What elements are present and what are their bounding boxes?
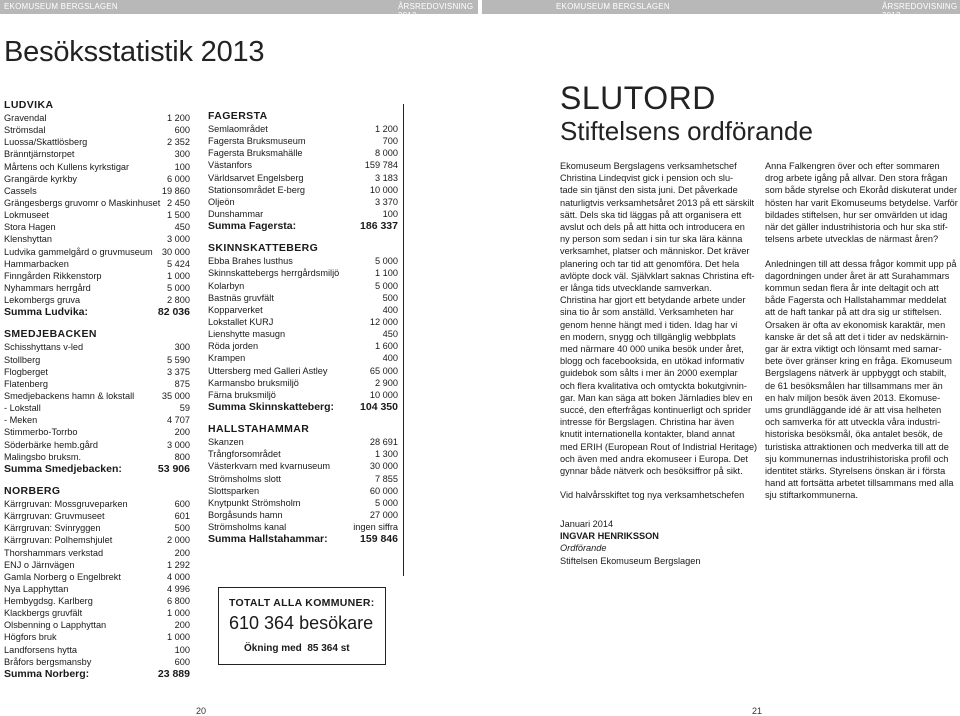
stat-value: 1 292 bbox=[167, 559, 190, 570]
stat-name: Krampen bbox=[208, 353, 246, 364]
stat-name: Knytpunkt Strömsholm bbox=[208, 497, 301, 508]
stat-row bbox=[4, 161, 190, 173]
sum-label: Summa Norberg: bbox=[4, 667, 90, 680]
stat-name: Luossa/Skattlösberg bbox=[4, 137, 88, 148]
stat-name: Borgåsunds hamn bbox=[208, 509, 283, 520]
stat-row bbox=[208, 123, 398, 135]
stat-row bbox=[4, 270, 190, 282]
stat-value: 1 200 bbox=[375, 124, 398, 134]
section-title: HALLSTAHAMMAR bbox=[208, 423, 310, 436]
stat-row bbox=[4, 112, 190, 124]
stat-name: Slottsparken bbox=[208, 485, 260, 496]
stat-name: ENJ o Järnvägen bbox=[4, 559, 75, 570]
stat-row bbox=[208, 147, 398, 159]
stat-value: 30 000 bbox=[369, 461, 398, 472]
stat-name: Flatenberg bbox=[4, 378, 48, 389]
stat-row bbox=[208, 509, 398, 521]
stat-row bbox=[208, 521, 398, 533]
stat-row bbox=[4, 510, 190, 522]
stat-row bbox=[4, 221, 190, 233]
stat-name: Kärrgruvan: Gruvmuseet bbox=[4, 511, 105, 522]
stat-name: Kärrgruvan: Mossgruveparken bbox=[4, 498, 128, 509]
column-divider-line bbox=[403, 104, 404, 576]
section-title: SMEDJEBACKEN bbox=[4, 328, 97, 341]
stat-row bbox=[4, 534, 190, 546]
stat-value: 100 bbox=[382, 208, 398, 219]
stat-row bbox=[4, 173, 190, 185]
stat-name: Röda jorden bbox=[208, 341, 259, 352]
stat-value: 159 784 bbox=[364, 160, 398, 171]
sum-value: 159 846 bbox=[360, 533, 398, 546]
stat-row bbox=[208, 280, 398, 292]
stat-row bbox=[4, 547, 190, 559]
stat-row bbox=[4, 595, 190, 607]
stat-name: Malingsbo bruksm. bbox=[4, 451, 82, 462]
stat-row bbox=[208, 196, 398, 208]
section-sum-row bbox=[4, 306, 190, 318]
header-left-org: EKOMUSEUM BERGSLAGEN bbox=[4, 2, 118, 11]
stat-value: 5 000 bbox=[375, 280, 398, 291]
stat-row bbox=[4, 185, 190, 197]
stat-value: 60 000 bbox=[369, 485, 398, 496]
stat-row bbox=[208, 172, 398, 184]
stat-row bbox=[4, 522, 190, 534]
stat-name: Stollberg bbox=[4, 354, 41, 365]
stat-value: 19 860 bbox=[161, 185, 190, 196]
stat-row bbox=[4, 644, 190, 656]
stat-row bbox=[208, 389, 398, 401]
stat-name: Mårtens och Kullens kyrkstigar bbox=[4, 161, 130, 172]
stat-row bbox=[208, 365, 398, 377]
stat-row bbox=[4, 282, 190, 294]
stat-name: Dunshammar bbox=[208, 208, 264, 219]
stat-value: ingen siffra bbox=[353, 522, 398, 533]
signature-role: Ordförande bbox=[560, 543, 607, 554]
stat-value: 300 bbox=[174, 149, 190, 160]
stat-row bbox=[4, 402, 190, 414]
stat-value: 300 bbox=[174, 342, 190, 353]
stat-name: Bränntjärnstorpet bbox=[4, 149, 75, 160]
section-sum-row bbox=[208, 401, 398, 413]
stat-name: Strömsholms slott bbox=[208, 473, 282, 484]
stat-name: Hembygdsg. Karlberg bbox=[4, 596, 93, 607]
stat-name: Grangärde kyrkby bbox=[4, 173, 78, 184]
section-title: LUDVIKA bbox=[4, 99, 54, 111]
stat-name: Lokstallet KURJ bbox=[208, 316, 274, 327]
stat-value: 200 bbox=[174, 620, 190, 631]
total-box bbox=[218, 587, 386, 665]
total-value: 610 364 besökare bbox=[229, 613, 374, 633]
stat-value: 2 800 bbox=[167, 295, 190, 306]
stat-row bbox=[208, 448, 398, 460]
stat-row bbox=[208, 340, 398, 352]
stat-value: 4 996 bbox=[167, 583, 190, 594]
stat-value: 450 bbox=[174, 222, 190, 233]
header-left-report: ÅRSREDOVISNING 2013 bbox=[398, 2, 474, 20]
stat-name: Ebba Brahes lusthus bbox=[208, 256, 293, 267]
stat-value: 10 000 bbox=[369, 389, 398, 400]
stat-value: 601 bbox=[174, 511, 190, 522]
stat-row bbox=[208, 473, 398, 485]
stat-row bbox=[4, 233, 190, 245]
stat-row bbox=[4, 583, 190, 595]
stat-name: Bastnäs gruvfält bbox=[208, 292, 274, 303]
section-sum-row bbox=[4, 668, 190, 680]
stat-name: Kärrgruvan: Polhemshjulet bbox=[4, 535, 113, 546]
stat-name: Fagersta Bruksmahälle bbox=[208, 148, 303, 159]
sum-label: Summa Fagersta: bbox=[208, 220, 297, 233]
stat-value: 5 000 bbox=[375, 256, 398, 267]
stat-value: 200 bbox=[174, 427, 190, 438]
stat-value: 1 300 bbox=[375, 449, 398, 460]
stat-row bbox=[4, 559, 190, 571]
closing-heading: SLUTORD bbox=[560, 80, 716, 116]
stat-name: Kopparverket bbox=[208, 304, 263, 315]
closing-subheading: Stiftelsens ordförande bbox=[560, 116, 813, 146]
stat-row bbox=[4, 341, 190, 353]
stat-row bbox=[208, 377, 398, 389]
stat-value: 4 707 bbox=[167, 415, 190, 426]
stat-name: Kärrgruvan: Svinryggen bbox=[4, 523, 101, 534]
stat-name: Strömsholms kanal bbox=[208, 522, 287, 533]
stat-name: Lokmuseet bbox=[4, 210, 49, 221]
stat-name: Schisshyttans v-led bbox=[4, 342, 84, 353]
stat-name: Smedjebackens hamn & lokstall bbox=[4, 390, 135, 401]
stat-row bbox=[208, 255, 398, 267]
stat-name: Skinnskattebergs herrgårdsmiljö bbox=[208, 268, 340, 279]
stat-value: 3 375 bbox=[167, 366, 190, 377]
stat-value: 600 bbox=[174, 125, 190, 136]
stat-name: Västanfors bbox=[208, 160, 252, 171]
stat-row bbox=[4, 209, 190, 221]
stat-value: 100 bbox=[174, 644, 190, 655]
stat-row bbox=[4, 390, 190, 402]
sum-label: Summa Hallstahammar: bbox=[208, 533, 328, 546]
stat-row bbox=[4, 451, 190, 463]
stat-row bbox=[4, 124, 190, 136]
stat-value: 30 000 bbox=[161, 246, 190, 257]
stat-value: 200 bbox=[174, 547, 190, 558]
stat-name: Västerkvarn med kvarnuseum bbox=[208, 461, 331, 472]
stat-row bbox=[208, 352, 398, 364]
stat-row bbox=[4, 258, 190, 270]
section-title: NORBERG bbox=[4, 484, 61, 497]
stat-value: 1 500 bbox=[167, 210, 190, 221]
stat-row bbox=[4, 414, 190, 426]
stat-value: 1 200 bbox=[167, 113, 190, 123]
stat-name: Klackbergs gruvfält bbox=[4, 608, 83, 619]
stat-value: 2 450 bbox=[167, 197, 190, 208]
stat-name: Finngården Rikkenstorp bbox=[4, 270, 102, 281]
stat-row bbox=[4, 197, 190, 209]
stat-name: Högfors bruk bbox=[4, 632, 57, 643]
stat-value: 500 bbox=[382, 292, 398, 303]
stat-name: Gravendal bbox=[4, 113, 47, 123]
stat-name: Nyhammars herrgård bbox=[4, 282, 91, 293]
header-right-org: EKOMUSEUM BERGSLAGEN bbox=[556, 2, 670, 11]
sum-value: 186 337 bbox=[360, 220, 398, 233]
section-sum-row bbox=[208, 533, 398, 545]
stat-row bbox=[4, 498, 190, 510]
stat-row bbox=[4, 571, 190, 583]
sum-value: 104 350 bbox=[360, 400, 398, 413]
stat-name: Cassels bbox=[4, 185, 37, 196]
total-label: TOTALT ALLA KOMMUNER: bbox=[229, 597, 375, 609]
stat-name: - Meken bbox=[4, 415, 38, 426]
total-change: Ökning med 85 364 st bbox=[244, 643, 350, 654]
stat-row bbox=[208, 267, 398, 279]
stat-row bbox=[208, 208, 398, 220]
stat-value: 3 370 bbox=[375, 196, 398, 207]
stat-value: 10 000 bbox=[369, 184, 398, 195]
stat-name: Kolarbyn bbox=[208, 280, 245, 291]
sum-label: Summa Skinnskatteberg: bbox=[208, 400, 335, 413]
page-number-left: 20 bbox=[196, 706, 207, 716]
signature-block bbox=[560, 518, 700, 567]
signature-org: Stiftelsen Ekomuseum Bergslagen bbox=[560, 555, 701, 566]
stat-name: - Lokstall bbox=[4, 403, 41, 414]
stat-row bbox=[4, 148, 190, 160]
stat-name: Grängesbergs gruvomr o Maskinhuset bbox=[4, 197, 161, 208]
stat-row bbox=[208, 497, 398, 509]
stat-value: 1 000 bbox=[167, 632, 190, 643]
sum-value: 53 906 bbox=[157, 462, 190, 475]
stat-row bbox=[208, 485, 398, 497]
stat-value: 2 352 bbox=[167, 137, 190, 148]
stat-row bbox=[4, 246, 190, 258]
stats-column-2 bbox=[208, 110, 398, 545]
stat-name: Lekombergs gruva bbox=[4, 295, 81, 306]
stat-name: Bråfors bergsmansby bbox=[4, 656, 92, 667]
header-right-report: ÅRSREDOVISNING 2013 bbox=[882, 2, 958, 20]
stat-row bbox=[208, 135, 398, 147]
stat-row bbox=[4, 656, 190, 668]
sum-value: 82 036 bbox=[157, 306, 190, 319]
stat-value: 3 000 bbox=[167, 234, 190, 245]
stat-name: Gamla Norberg o Engelbrekt bbox=[4, 571, 121, 582]
stat-value: 2 900 bbox=[375, 377, 398, 388]
stat-row bbox=[4, 366, 190, 378]
stat-value: 7 855 bbox=[375, 473, 398, 484]
stat-row bbox=[208, 184, 398, 196]
stat-value: 1 600 bbox=[375, 341, 398, 352]
stat-value: 1 100 bbox=[375, 268, 398, 279]
signature-date: Januari 2014 bbox=[560, 519, 614, 529]
signature-name: INGVAR HENRIKSSON bbox=[560, 531, 659, 542]
stat-name: Flogberget bbox=[4, 366, 48, 377]
header-bar-left bbox=[0, 0, 478, 20]
stat-value: 500 bbox=[174, 523, 190, 534]
stat-value: 3 000 bbox=[167, 439, 190, 450]
stat-value: 27 000 bbox=[369, 509, 398, 520]
stat-row bbox=[208, 436, 398, 448]
stat-name: Ludvika gammelgård o gruvmuseum bbox=[4, 246, 153, 257]
stat-name: Skanzen bbox=[208, 437, 244, 448]
stat-name: Världsarvet Engelsberg bbox=[208, 172, 304, 183]
stat-value: 800 bbox=[174, 451, 190, 462]
stat-row bbox=[4, 136, 190, 148]
stat-name: Söderbärke hemb.gård bbox=[4, 439, 98, 450]
section-title: SKINNSKATTEBERG bbox=[208, 242, 319, 255]
stat-row bbox=[208, 304, 398, 316]
stat-name: Thorshammars verkstad bbox=[4, 547, 104, 558]
stat-value: 600 bbox=[174, 498, 190, 509]
stat-value: 875 bbox=[174, 378, 190, 389]
stat-name: Nya Lapphyttan bbox=[4, 583, 69, 594]
stat-name: Färna bruksmiljö bbox=[208, 389, 276, 400]
stat-value: 8 000 bbox=[375, 148, 398, 159]
stat-value: 450 bbox=[382, 329, 398, 340]
stat-value: 5 590 bbox=[167, 354, 190, 365]
stat-name: Olsbenning o Lapphyttan bbox=[4, 620, 107, 631]
stat-value: 35 000 bbox=[161, 390, 190, 401]
stat-value: 1 000 bbox=[167, 270, 190, 281]
closing-text-col-a: Ekomuseum Bergslagens verksamhetschef Christina Lindeqvist gick i pension och slu- tade sin tjänst den sista juni. Det påverkade naturligtvis verksamhetsåret 2013 på ett särskilt sätt. Dels ska tid läggas på att organisera ett avslut och dels på att hitta och introducera en ny person som sedan i sin tur ska lära känna verksamhet, platser och människor. Det kräver planering och tar tid att genomföra. Det hela avlöpte dock väl. Självklart saknas Christina eft- er långa tids utvecklande samverkan. Christina har gjort ett betydande arbete under sina tio år som anställd. Verksamheten har genom henne hängt med i tiden. Idag har vi en modern, snygg och tillgänglig webbplats med närmare 40 000 unika besök under året, blogg och facebooksida, en utökad informativ guidebok som sålts i mer än 2000 exemplar och flera kvalitativa och omtyckta bokutgivnin- gar. Man kan säga att boken Järnladies blev en succé, den efterfrågas kontinuerligt och sprider intresse för Bergslagen. Christina har även knutit internationella kontakter, bland annat med ERIH (European Rout of Indistrial Heritage) och även med andra ekomuseer i Europa. Det gynnar både nätverk och besöksiffror på sikt. bbox=[560, 161, 758, 477]
stat-value: 6 800 bbox=[167, 596, 190, 607]
stat-value: 65 000 bbox=[369, 365, 398, 376]
stat-row bbox=[4, 619, 190, 631]
page-number-right: 21 bbox=[752, 706, 763, 716]
stat-name: Strömsdal bbox=[4, 125, 46, 136]
closing-text-closing-line: Vid halvårsskiftet tog nya verksamhetschefen bbox=[560, 490, 745, 500]
stat-name: Oljeön bbox=[208, 196, 235, 207]
stat-value: 28 691 bbox=[369, 437, 398, 448]
sum-label: Summa Ludvika: bbox=[4, 306, 89, 319]
stat-value: 100 bbox=[174, 161, 190, 172]
stat-value: 4 000 bbox=[167, 571, 190, 582]
stat-name: Fagersta Bruksmuseum bbox=[208, 136, 306, 147]
stat-name: Uttersberg med Galleri Astley bbox=[208, 365, 328, 376]
page-title: Besöksstatistik 2013 bbox=[4, 36, 265, 68]
stat-name: Lienshytte masugn bbox=[208, 329, 286, 340]
closing-text-col-b: Anna Falkengren över och efter sommaren drog arbete igång på allvar. Den stora frågan som både styrelse och Ekoråd diskuterat under hösten har varit Ekomuseums betydelse. Varför bildades stiftelsen, hur ser omvärlden ut idag när det gäller industrihistoria och hur ska stif- telsens arbete utvecklas de närmast åren? Anledningen till att dessa frågor kommit upp på dagordningen under året är att Surahammars kommun sedan flera år inte deltagit och att både Fagersta och Hallstahammar meddelat att de haft tankar på att dra sig ur stiftelsen. Orsaken är ofta av ekonomisk karaktär, men kanske är det så att det i tider av nedskärnin- gar är extra viktigt och lönsamt med samar- bete över gränser kring en fråga. Ekomuseum Bergslagens nätverk är uppbyggt och stabilt, de 61 besöksmålen har tillsammans mer än en halv miljon besök även 2013. Ekomuse- ums grundläggande idé är att visa helheten och samverka för att utveckla våra industri- historiska besöksmål, öka antalet besök, de turistiska attraktionen och medverka till att de sju kommunernas industrihistoriska profil och identitet stärks. Styrelsens önskan är i första hand att fortsätta arbetet tillsammans med alla sju stiftarkommunerna. bbox=[765, 161, 958, 501]
section-sum-row bbox=[4, 463, 190, 475]
stat-row bbox=[208, 316, 398, 328]
stat-row bbox=[4, 607, 190, 619]
stat-value: 1 000 bbox=[167, 608, 190, 619]
stat-row bbox=[208, 292, 398, 304]
stat-row bbox=[4, 378, 190, 390]
stat-value: 5 000 bbox=[167, 282, 190, 293]
stat-value: 5 424 bbox=[167, 258, 190, 269]
stat-value: 5 000 bbox=[375, 497, 398, 508]
stat-value: 700 bbox=[382, 136, 398, 147]
stat-name: Karmansbo bruksmiljö bbox=[208, 377, 299, 388]
stat-name: Stationsområdet E-berg bbox=[208, 184, 306, 195]
stat-row bbox=[4, 439, 190, 451]
stat-row bbox=[4, 294, 190, 306]
stat-value: 400 bbox=[382, 304, 398, 315]
stat-name: Landforsens hytta bbox=[4, 644, 78, 655]
stat-row bbox=[4, 631, 190, 643]
stat-name: Stimmerbo-Torrbo bbox=[4, 427, 78, 438]
section-sum-row bbox=[208, 220, 398, 232]
stat-row bbox=[208, 460, 398, 472]
section-title: FAGERSTA bbox=[208, 110, 268, 122]
stat-row bbox=[208, 159, 398, 171]
sum-label: Summa Smedjebacken: bbox=[4, 462, 122, 475]
stat-value: 2 000 bbox=[167, 535, 190, 546]
stat-name: Semlaområdet bbox=[208, 124, 268, 134]
stat-value: 400 bbox=[382, 353, 398, 364]
stat-row bbox=[4, 426, 190, 438]
stat-value: 12 000 bbox=[369, 316, 398, 327]
stats-column-1 bbox=[4, 99, 190, 680]
stat-name: Stora Hagen bbox=[4, 222, 56, 233]
stat-name: Hammarbacken bbox=[4, 258, 69, 269]
stat-name: Trångforsområdet bbox=[208, 449, 281, 460]
sum-value: 23 889 bbox=[157, 667, 190, 680]
stat-name: Klenshyttan bbox=[4, 234, 53, 245]
stat-row bbox=[4, 354, 190, 366]
stat-value: 6 000 bbox=[167, 173, 190, 184]
stat-value: 600 bbox=[174, 656, 190, 667]
stat-value: 59 bbox=[179, 403, 190, 414]
header-bar-right bbox=[482, 0, 960, 20]
stat-row bbox=[208, 328, 398, 340]
stat-value: 3 183 bbox=[375, 172, 398, 183]
